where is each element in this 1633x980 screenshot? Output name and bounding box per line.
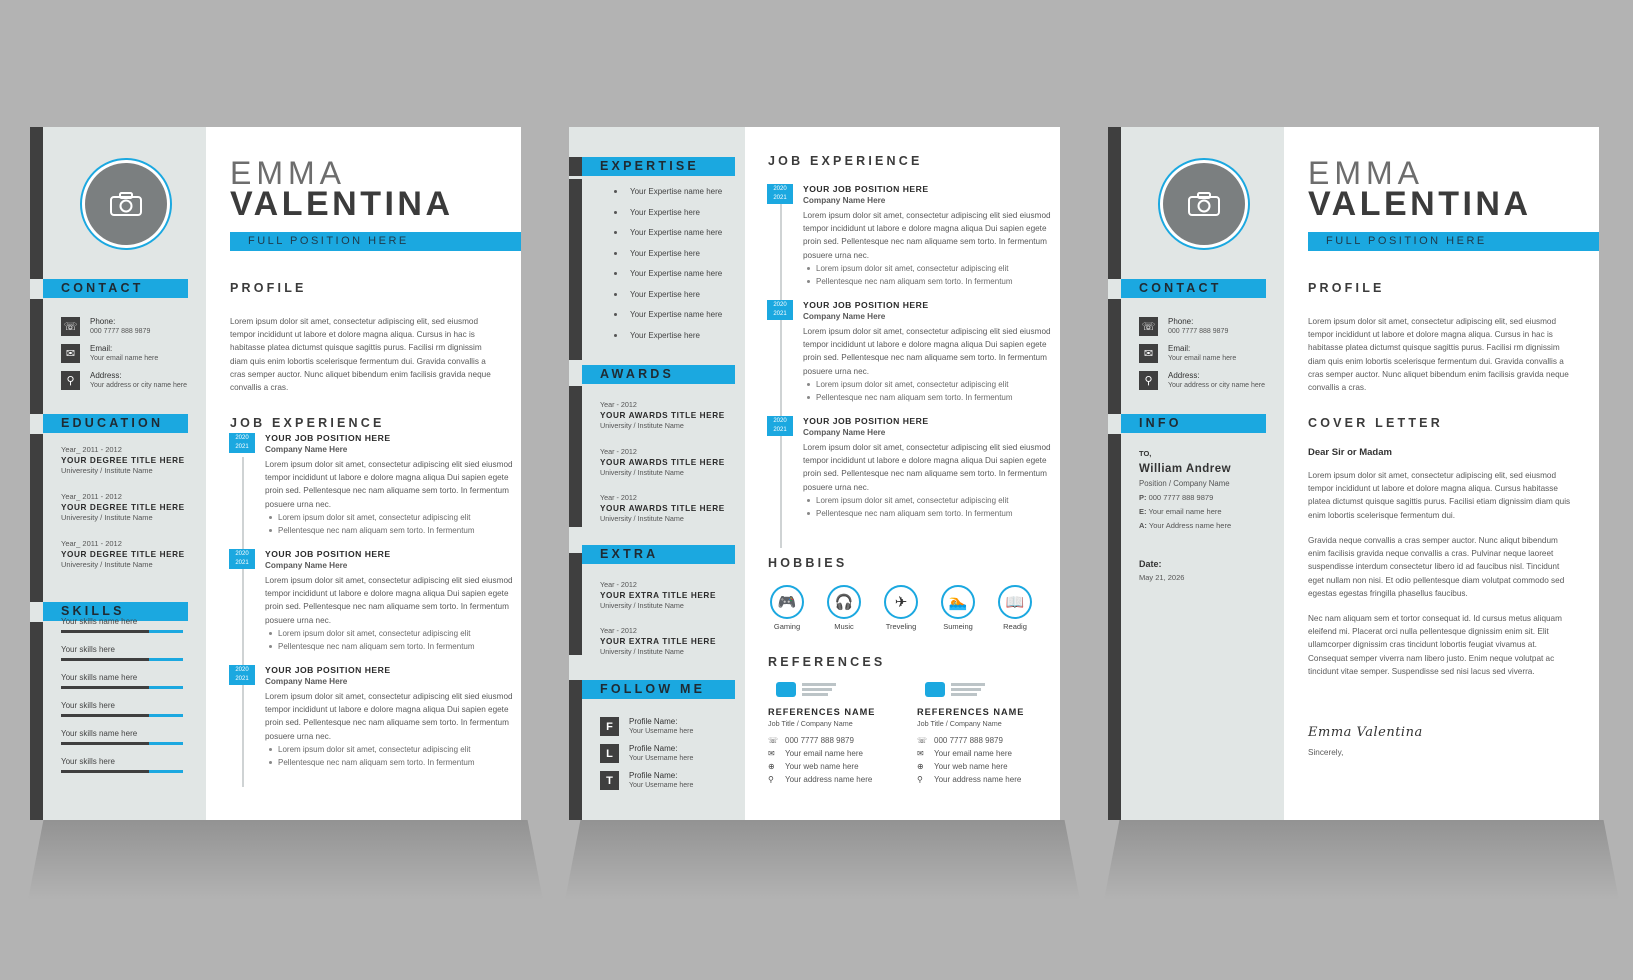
skill-bar (61, 658, 183, 661)
hobby-label: Treveling (885, 622, 917, 631)
letter-paragraph-2: Gravida neque convallis a cras semper auctor. Nunc aliqut bibendum enim facilisis gravida neque convallis a cras. Pulvinar neque laoreet suspendisse interdum consectetur libero id ad faucibus nisl. Tincidunt eget nullam non nisi. Et odio pellentesque diam volutpat commodo sed egestas egestas fringilla phasellus faucibus. (1308, 536, 1565, 598)
job-company: Company Name Here (803, 312, 886, 321)
skill-bar-fill (149, 686, 183, 689)
expertise-item: Your Expertise here (614, 208, 700, 217)
reference-email: ✉ Your email name here (917, 749, 1012, 758)
date-label: Date: (1139, 559, 1162, 569)
cover-letter-heading: COVER LETTER (1308, 416, 1443, 430)
letter-paragraph-1: Lorem ipsum dolor sit amet, consectetur adipiscing elit, sed eiusmod tempor incididunt ut labore et dolore magna aliqua. Cursus habitasse platea dictumst quisque sagittis purus. Facilisi etiam dignissim diam quis enim lobortis scelerisque fermentum dui. (1308, 471, 1571, 520)
info-email: E: Your email name here (1139, 507, 1222, 516)
job-company: Company Name Here (265, 561, 348, 570)
skills-heading: SKILLS (43, 602, 188, 621)
swimming-icon: 🏊 (941, 585, 975, 619)
award-item: Year - 2012 YOUR AWARDS TITLE HERE University / Institute Name (600, 493, 725, 523)
info-heading: INFO (1121, 414, 1266, 433)
job-title: YOUR JOB POSITION HERE (803, 416, 929, 426)
resume-page-2 (569, 127, 1060, 820)
references-heading: REFERENCES (768, 655, 886, 669)
phone-icon: ☏ (61, 317, 80, 336)
job-company: Company Name Here (265, 445, 348, 454)
skill-bar (61, 630, 183, 633)
job-description: Lorem ipsum dolor sit amet, consectetur adipiscing elit sied eiusmod tempor incididunt ut labore e dolore magna aliqua Dui sapien egete proin sed. Pellentesque nec nam aliquame sem torto. In fermentum posuere urna nec. (803, 327, 1051, 376)
skill-bar-fill (149, 630, 183, 633)
job-experience-heading: JOB EXPERIENCE (230, 416, 385, 430)
skill-bar-fill (149, 742, 183, 745)
reference-name: REFERENCES NAME (768, 707, 876, 717)
cover-letter-page (1108, 127, 1599, 820)
chat-icon (925, 682, 945, 697)
job-year-badge: 2020 2021 (767, 184, 793, 204)
facebook-icon: F (600, 717, 619, 736)
job-company: Company Name Here (803, 196, 886, 205)
job-title: YOUR JOB POSITION HERE (265, 665, 391, 675)
job-item (235, 665, 521, 769)
first-name: EMMA (230, 155, 346, 191)
hobbies-heading: HOBBIES (768, 556, 848, 570)
contact-phone: ☏ Phone: 000 7777 888 9879 (61, 317, 150, 336)
profile-text: Lorem ipsum dolor sit amet, consectetur adipiscing elit, sed eiusmod tempor incididunt ut labore et dolore magna aliqua. Cursus in hac is habitasse platea dictumst quisque sagittis purus. Facilisi rm dignissim diam quis enim lobortis scelerisque fermentum dui. Gravida convallis a cras semper auctor. Nunc aliquet bibendum enim facilisis gravida neque convallis a cras. (1308, 317, 1569, 393)
info-address: A: Your Address name here (1139, 521, 1232, 530)
reference-phone: ☏ 000 7777 888 9879 (917, 736, 1003, 745)
mail-icon: ✉ (61, 344, 80, 363)
reference-card (768, 682, 908, 786)
job-bullet: Lorem ipsum dolor sit amet, consectetur adipiscing elit (265, 743, 521, 756)
extra-heading: EXTRA (582, 545, 735, 564)
skill-bar-fill (149, 714, 183, 717)
timeline-line (780, 193, 782, 548)
reference-name: REFERENCES NAME (917, 707, 1025, 717)
skill-label: Your skills here (61, 757, 115, 766)
job-bullet: Pellentesque nec nam aliquam sem torto. In fermentum (265, 756, 521, 769)
job-description: Lorem ipsum dolor sit amet, consectetur adipiscing elit sied eiusmod tempor incididunt ut labore e dolore magna aliqua Dui sapien egete proin sed. Pellentesque nec nam aliquame sem torto. In fermentum posuere urna nec. (265, 692, 513, 741)
skill-item (61, 617, 183, 633)
reference-icon-row (768, 682, 908, 697)
contact-address: ⚲ Address: Your address or city name here (1139, 371, 1265, 390)
phone-icon: ☏ (768, 736, 779, 745)
job-item (773, 416, 1060, 520)
job-description: Lorem ipsum dolor sit amet, consectetur adipiscing elit sied eiusmod tempor incididunt ut labore e dolore magna aliqua Dui sapien egete proin sed. Pellentesque nec nam aliquame sem torto. In fermentum posuere urna nec. (265, 576, 513, 625)
mail-icon: ✉ (917, 749, 924, 758)
job-title: YOUR JOB POSITION HERE (803, 184, 929, 194)
reference-job: Job Title / Company Name (917, 719, 1002, 728)
expertise-item: Your Expertise name here (614, 228, 722, 237)
awards-heading: AWARDS (582, 365, 735, 384)
skill-label: Your skills here (61, 701, 115, 710)
salutation: Dear Sir or Madam (1308, 447, 1392, 458)
profile-heading: PROFILE (230, 281, 307, 295)
phone-icon: ☏ (1139, 317, 1158, 336)
headphones-icon: 🎧 (827, 585, 861, 619)
job-year-badge: 2020 2021 (229, 433, 255, 453)
skill-item (61, 673, 183, 689)
reference-email: ✉ Your email name here (768, 749, 863, 758)
expertise-item: Your Expertise here (614, 331, 700, 340)
follow-heading: FOLLOW ME (582, 680, 735, 699)
chat-icon (776, 682, 796, 697)
expertise-item: Your Expertise here (614, 249, 700, 258)
follow-item[interactable]: L Profile Name: Your Username here (600, 744, 693, 763)
reference-address: ⚲ Your address name here (917, 775, 1022, 784)
reference-card (917, 682, 1057, 786)
recipient-position: Position / Company Name (1139, 479, 1230, 488)
contact-email: ✉ Email: Your email name here (61, 344, 158, 363)
reference-phone: ☏ 000 7777 888 9879 (768, 736, 854, 745)
reference-web: ⊕ Your web name here (768, 762, 859, 771)
skill-label: Your skills name here (61, 673, 138, 682)
expertise-item: Your Expertise name here (614, 310, 722, 319)
profile-photo[interactable] (1158, 158, 1250, 250)
contact-heading: CONTACT (43, 279, 188, 298)
expertise-item: Your Expertise here (614, 290, 700, 299)
education-item: Year_ 2011 - 2012 YOUR DEGREE TITLE HERE Univeresity / Institute Name (61, 492, 185, 522)
job-year-badge: 2020 2021 (229, 549, 255, 569)
job-bullet: Lorem ipsum dolor sit amet, consectetur adipiscing elit (803, 378, 1060, 391)
camera-icon (1187, 191, 1221, 217)
reference-icon-row (917, 682, 1057, 697)
position-bar: FULL POSITION HERE (230, 232, 521, 251)
job-item (773, 184, 1060, 288)
skill-item (61, 701, 183, 717)
phone-icon: ☏ (917, 736, 928, 745)
job-company: Company Name Here (803, 428, 886, 437)
sidebar-strip (569, 680, 582, 820)
education-item: Year_ 2011 - 2012 YOUR DEGREE TITLE HERE Univeresity / Institute Name (61, 445, 185, 475)
last-name: VALENTINA (230, 185, 454, 223)
education-heading: EDUCATION (43, 414, 188, 433)
extra-item: Year - 2012 YOUR EXTRA TITLE HERE University / Institute Name (600, 580, 717, 610)
airplane-icon: ✈ (884, 585, 918, 619)
expertise-item: Your Expertise name here (614, 187, 722, 196)
hobby-label: Music (834, 622, 854, 631)
job-bullet: Lorem ipsum dolor sit amet, consectetur adipiscing elit (803, 494, 1060, 507)
profile-photo[interactable] (80, 158, 172, 250)
location-pin-icon: ⚲ (61, 371, 80, 390)
profile-text: Lorem ipsum dolor sit amet, consectetur adipiscing elit, sed eiusmod tempor incididunt ut labore et dolore magna aliqua. Cursus in hac is habitasse platea dictumst quisque sagittis purus. Facilisi rm dignissim diam quis enim lobortis scelerisque fermentum dui. Gravida convallis a cras semper auctor. Nunc aliquet bibendum enim facilisis gravida neque convallis a cras. (230, 317, 491, 393)
job-title: YOUR JOB POSITION HERE (803, 300, 929, 310)
camera-icon (109, 191, 143, 217)
job-year-badge: 2020 2021 (229, 665, 255, 685)
contact-phone: ☏ Phone: 000 7777 888 9879 (1139, 317, 1228, 336)
info-phone: P: 000 7777 888 9879 (1139, 493, 1214, 502)
job-bullet: Lorem ipsum dolor sit amet, consectetur adipiscing elit (265, 627, 521, 640)
job-bullet: Lorem ipsum dolor sit amet, consectetur adipiscing elit (265, 511, 521, 524)
job-bullet: Pellentesque nec nam aliquam sem torto. In fermentum (265, 524, 521, 537)
skill-item (61, 757, 183, 773)
sidebar-strip (30, 622, 43, 820)
first-name: EMMA (1308, 155, 1424, 191)
job-experience-heading: JOB EXPERIENCE (768, 154, 923, 168)
timeline-line (242, 457, 244, 787)
skill-bar (61, 714, 183, 717)
education-item: Year_ 2011 - 2012 YOUR DEGREE TITLE HERE Univeresity / Institute Name (61, 539, 185, 569)
job-bullet: Pellentesque nec nam aliquam sem torto. In fermentum (803, 275, 1060, 288)
skill-bar-fill (149, 770, 183, 773)
sidebar-strip (30, 127, 43, 279)
skill-bar-fill (149, 658, 183, 661)
hobby-item (933, 585, 983, 631)
globe-icon: ⊕ (917, 762, 924, 771)
reference-details (917, 734, 1057, 786)
mail-icon: ✉ (1139, 344, 1158, 363)
reference-details (768, 734, 908, 786)
job-title: YOUR JOB POSITION HERE (265, 433, 391, 443)
to-label: TO, (1139, 449, 1152, 458)
contact-address: ⚲ Address: Your address or city name here (61, 371, 187, 390)
hobby-item (762, 585, 812, 631)
globe-icon: ⊕ (768, 762, 775, 771)
job-item (235, 433, 521, 537)
reference-web: ⊕ Your web name here (917, 762, 1008, 771)
job-bullet: Pellentesque nec nam aliquam sem torto. In fermentum (803, 391, 1060, 404)
decorative-lines (802, 683, 836, 696)
letter-paragraph-3: Nec nam aliquam sem et tortor consequat id. Id cursus metus aliquam eleifend mi. Placerat orci nulla pellentesque dignissim enim sit. Elit ullamcorper dignissim cras tincidunt lobortis feugiat vivamus at. Consequat semper viverra nam libero justo. Enim neque volutpat ac tincidunt vitae semper. Suspendisse sed nisi lacus sed viverra. (1308, 614, 1562, 676)
hobby-label: Readig (1003, 622, 1027, 631)
job-company: Company Name Here (265, 677, 348, 686)
sidebar-strip (569, 157, 582, 176)
book-icon: 📖 (998, 585, 1032, 619)
letter-date: May 21, 2026 (1139, 573, 1185, 582)
job-description: Lorem ipsum dolor sit amet, consectetur adipiscing elit sied eiusmod tempor incididunt ut labore e dolore magna aliqua Dui sapien egete proin sed. Pellentesque nec nam aliquame sem torto. In fermentum posuere urna nec. (803, 443, 1051, 492)
profile-heading: PROFILE (1308, 281, 1385, 295)
award-item: Year - 2012 YOUR AWARDS TITLE HERE University / Institute Name (600, 400, 725, 430)
closing: Sincerely, (1308, 748, 1344, 757)
hobby-label: Gaming (773, 622, 801, 631)
job-description: Lorem ipsum dolor sit amet, consectetur adipiscing elit sied eiusmod tempor incididunt ut labore e dolore magna aliqua Dui sapien egete proin sed. Pellentesque nec nam aliquame sem torto. In fermentum posuere urna nec. (803, 211, 1051, 260)
sidebar-strip (30, 434, 43, 602)
sidebar-strip (1108, 299, 1121, 414)
gamepad-icon: 🎮 (770, 585, 804, 619)
hobby-label: Sumeing (943, 622, 973, 631)
job-year-badge: 2020 2021 (767, 416, 793, 436)
hobby-item (876, 585, 926, 631)
skill-label: Your skills name here (61, 617, 138, 626)
sidebar-strip (30, 299, 43, 414)
job-item (235, 549, 521, 653)
job-description: Lorem ipsum dolor sit amet, consectetur adipiscing elit sied eiusmod tempor incididunt ut labore e dolore magna aliqua Dui sapien egete proin sed. Pellentesque nec nam aliquame sem torto. In fermentum posuere urna nec. (265, 460, 513, 509)
award-item: Year - 2012 YOUR AWARDS TITLE HERE University / Institute Name (600, 447, 725, 477)
contact-email: ✉ Email: Your email name here (1139, 344, 1236, 363)
skill-label: Your skills here (61, 645, 115, 654)
twitter-icon: T (600, 771, 619, 790)
hobby-item (990, 585, 1040, 631)
skill-bar (61, 686, 183, 689)
reference-job: Job Title / Company Name (768, 719, 853, 728)
skill-item (61, 729, 183, 745)
skill-label: Your skills name here (61, 729, 138, 738)
job-bullet: Lorem ipsum dolor sit amet, consectetur adipiscing elit (803, 262, 1060, 275)
job-title: YOUR JOB POSITION HERE (265, 549, 391, 559)
follow-item[interactable]: F Profile Name: Your Username here (600, 717, 693, 736)
sidebar-strip (569, 553, 582, 655)
last-name: VALENTINA (1308, 185, 1532, 223)
skill-item (61, 645, 183, 661)
decorative-lines (951, 683, 985, 696)
job-bullet: Pellentesque nec nam aliquam sem torto. In fermentum (803, 507, 1060, 520)
position-bar: FULL POSITION HERE (1308, 232, 1599, 251)
job-year-badge: 2020 2021 (767, 300, 793, 320)
sidebar-strip (1108, 434, 1121, 820)
linkedin-icon: L (600, 744, 619, 763)
location-pin-icon: ⚲ (768, 775, 774, 784)
signature: Emma Valentina (1308, 725, 1423, 740)
resume-page (30, 127, 521, 820)
expertise-heading: EXPERTISE (582, 157, 735, 176)
sidebar-strip (569, 386, 582, 527)
mail-icon: ✉ (768, 749, 775, 758)
skill-bar (61, 770, 183, 773)
skill-bar (61, 742, 183, 745)
recipient-name: William Andrew (1139, 463, 1232, 475)
sidebar-strip (1108, 127, 1121, 279)
job-item (773, 300, 1060, 404)
reference-address: ⚲ Your address name here (768, 775, 873, 784)
contact-heading: CONTACT (1121, 279, 1266, 298)
follow-item[interactable]: T Profile Name: Your Username here (600, 771, 693, 790)
sidebar-strip (569, 179, 582, 360)
hobby-item (819, 585, 869, 631)
extra-item: Year - 2012 YOUR EXTRA TITLE HERE University / Institute Name (600, 626, 717, 656)
location-pin-icon: ⚲ (1139, 371, 1158, 390)
expertise-item: Your Expertise name here (614, 269, 722, 278)
location-pin-icon: ⚲ (917, 775, 923, 784)
job-bullet: Pellentesque nec nam aliquam sem torto. In fermentum (265, 640, 521, 653)
